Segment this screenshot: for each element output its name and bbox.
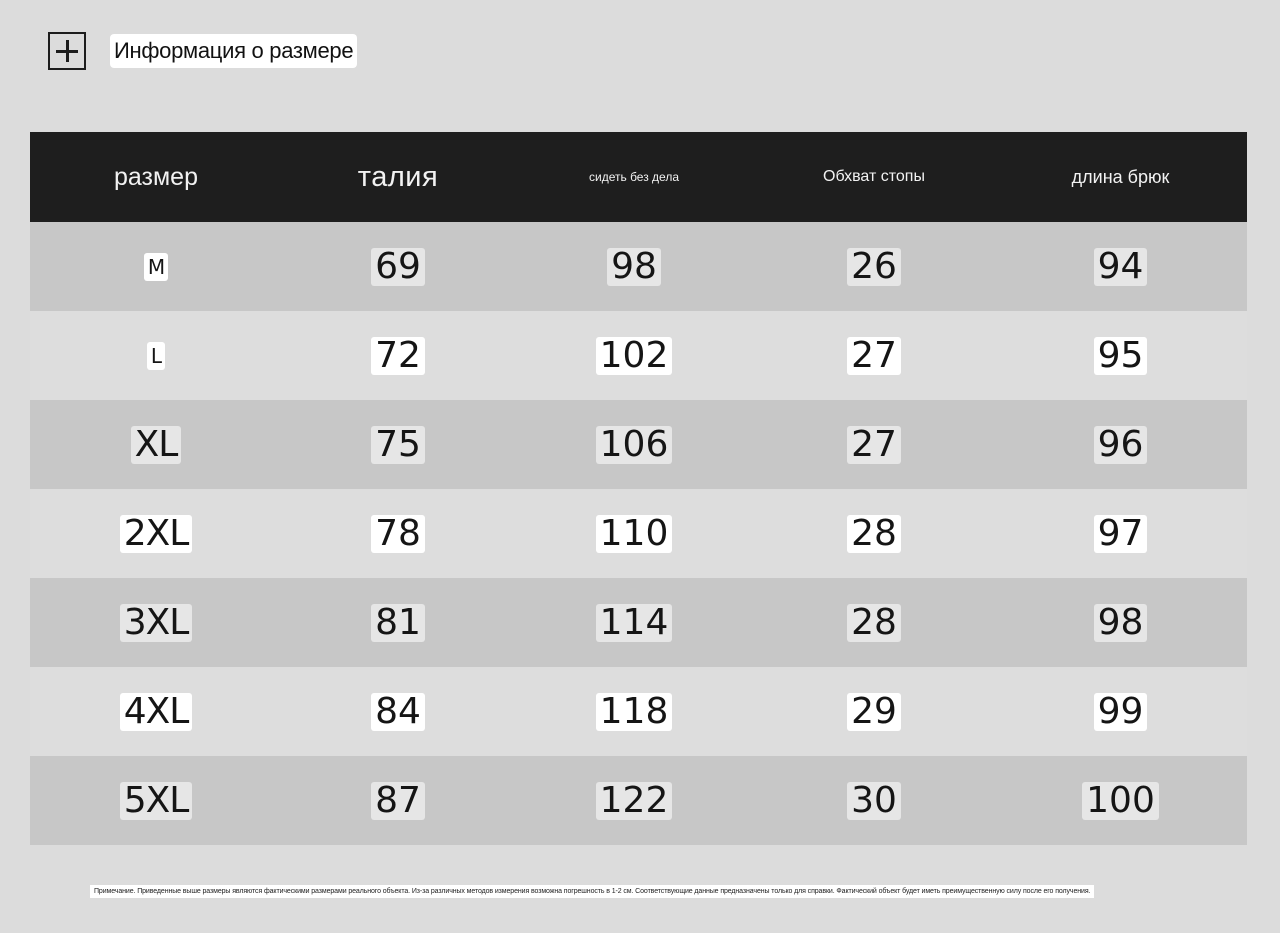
foot-girth-cell: 26 — [847, 248, 901, 286]
pants-length-cell: 94 — [1094, 248, 1148, 286]
column-header-hip: сидеть без дела — [589, 170, 679, 184]
pants-length-cell: 100 — [1082, 782, 1159, 820]
foot-girth-cell: 28 — [847, 515, 901, 553]
hip-cell: 102 — [596, 337, 673, 375]
pants-length-cell: 95 — [1094, 337, 1148, 375]
measurement-note: Примечание. Приведенные выше размеры являются фактическими размерами реального объекта. Из-за различных методов измерения возможна погрешность в 1-2 см. Соответствующие данные предназначены только для справки. Фактический объект будет иметь преимущественную силу после его получения. — [90, 885, 1094, 898]
section-header — [48, 31, 357, 71]
size-cell: 4XL — [120, 693, 193, 731]
waist-cell: 72 — [371, 337, 425, 375]
table-row — [30, 222, 1247, 311]
size-cell: XL — [131, 426, 182, 464]
waist-cell: 75 — [371, 426, 425, 464]
column-header-size: размер — [114, 162, 198, 191]
foot-girth-cell: 27 — [847, 426, 901, 464]
column-header-foot-girth: Обхват стопы — [823, 168, 925, 185]
size-cell: 3XL — [120, 604, 193, 642]
waist-cell: 69 — [371, 248, 425, 286]
foot-girth-cell: 30 — [847, 782, 901, 820]
pants-length-cell: 99 — [1094, 693, 1148, 731]
waist-cell: 87 — [371, 782, 425, 820]
table-header — [30, 132, 1247, 222]
table-row — [30, 311, 1247, 400]
hip-cell: 122 — [596, 782, 673, 820]
section-title: Информация о размере — [110, 34, 357, 68]
waist-cell: 81 — [371, 604, 425, 642]
table-row — [30, 578, 1247, 667]
size-cell: L — [147, 342, 165, 370]
size-cell: 5XL — [120, 782, 193, 820]
foot-girth-cell: 28 — [847, 604, 901, 642]
size-table — [30, 132, 1247, 847]
column-header-pants-length: длина брюк — [1071, 166, 1170, 187]
hip-cell: 118 — [596, 693, 673, 731]
foot-girth-cell: 29 — [847, 693, 901, 731]
pants-length-cell: 97 — [1094, 515, 1148, 553]
table-row — [30, 489, 1247, 578]
hip-cell: 106 — [596, 426, 673, 464]
table-row — [30, 400, 1247, 489]
waist-cell: 78 — [371, 515, 425, 553]
table-row — [30, 667, 1247, 756]
hip-cell: 98 — [607, 248, 661, 286]
hip-cell: 110 — [596, 515, 673, 553]
size-cell: 2XL — [120, 515, 193, 553]
pants-length-cell: 96 — [1094, 426, 1148, 464]
size-cell: M — [144, 253, 168, 281]
column-header-waist: талия — [357, 160, 439, 193]
hip-cell: 114 — [596, 604, 673, 642]
pants-length-cell: 98 — [1094, 604, 1148, 642]
table-row — [30, 756, 1247, 845]
waist-cell: 84 — [371, 693, 425, 731]
foot-girth-cell: 27 — [847, 337, 901, 375]
plus-icon — [48, 32, 86, 70]
